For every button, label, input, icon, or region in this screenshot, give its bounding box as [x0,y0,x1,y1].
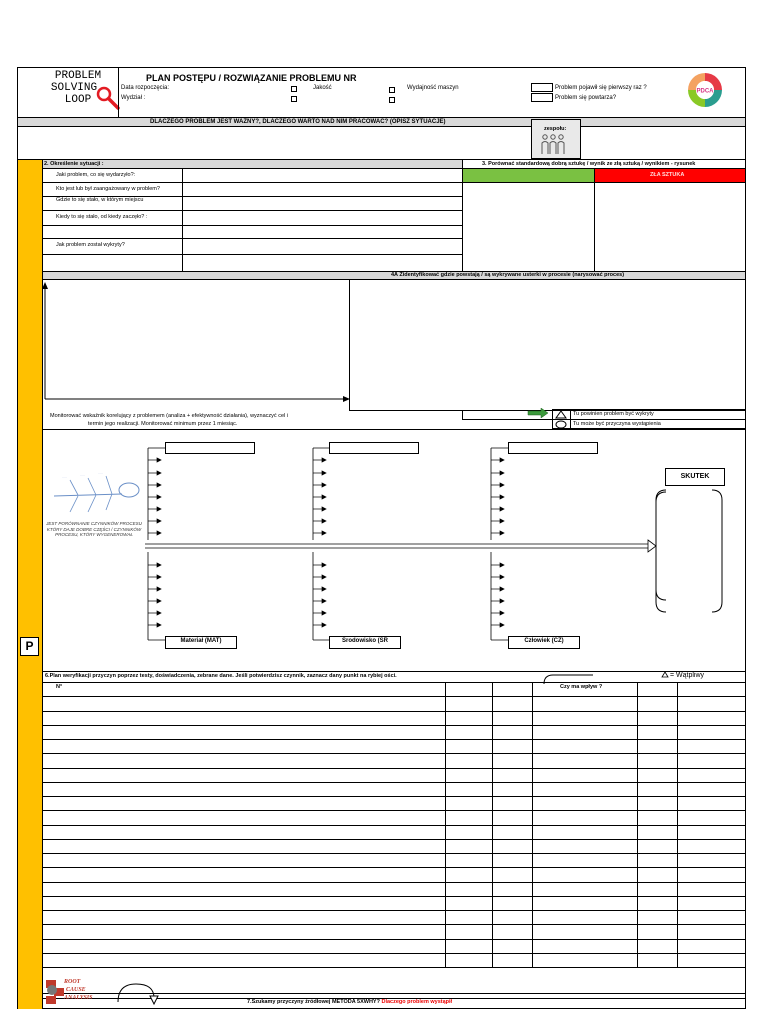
effect-label: SKUTEK [680,473,710,480]
table-row-line [42,910,746,911]
col-no-header: N° [56,684,63,690]
table-row-line [42,796,746,797]
triangle-icon [555,410,567,419]
fishbone-thumbnail [50,466,140,520]
table-row-line [42,810,746,811]
table-row-line [42,753,746,754]
department-checkbox[interactable] [291,96,297,102]
page-title: PLAN POSTĘPU / ROZWIĄZANIE PROBLEMU NR [146,73,357,83]
table-row-line [42,696,746,697]
machine-perf-label: Wydajność maszyn [407,85,459,91]
category-human [508,636,580,649]
table-row-line [42,939,746,940]
logo-line-2: SOLVING [50,82,98,94]
table-row-line [42,839,746,840]
pdca-label: PDCA [696,88,714,95]
circle-icon [555,420,567,429]
category-environment [329,636,401,649]
table-col-line [532,682,533,967]
section4-title: 4A Zidentyfikować gdzie powstają / są wykrywane usterki w procesie (narysować proces) [391,272,625,278]
section2-header [43,160,462,168]
department-label: Wydział : [121,95,146,101]
first-time-box[interactable] [531,83,553,92]
step7-label: 7.Szukamy przyczyny źródłowej METODA 5XWHY? [247,999,380,1005]
table-row-line [42,768,746,769]
table-row-line [42,924,746,925]
table-row-line [42,882,746,883]
quality-label: Jakość [313,85,332,91]
effect-bracket [650,488,730,616]
svg-text:·····: ····· [98,471,103,475]
rca-logo [44,976,114,1008]
good-part-header [463,169,594,182]
table-row-line [42,867,746,868]
branch-2-top-box[interactable] [329,442,419,454]
category-material-label: Materiał (MAT) [180,638,222,644]
category-environment-label: Środowisko (ŚR [341,638,388,644]
branch-1-top-box[interactable] [165,442,255,454]
situation-row-3: Gdzie to się stało, w którym miejscu [56,197,144,203]
phase-letter-box [20,637,39,656]
verification-table [42,682,746,967]
table-row-line [42,782,746,783]
green-arrow-icon [527,408,549,418]
monitor-chart-axes [40,280,352,410]
table-row-line [42,853,746,854]
table-col-line [677,682,678,967]
table-col-line [637,682,638,967]
table-col-line [492,682,493,967]
machine-perf-checkbox[interactable] [389,87,395,93]
category-material [165,636,237,649]
logo-line-1: PROBLEM [54,70,102,82]
curved-arrow-icon [114,980,160,1006]
phase-letter: P [25,639,34,653]
team-people-icon [540,133,572,155]
doubtful-label: = Wątpliwy [670,672,705,679]
logo-line-3: LOOP [64,94,92,106]
pdca-cycle-icon [681,70,729,110]
fishbone-note: JEST PORÓWNANIE CZYNNIKÓW PROCESU KTÓRY DAJE DOBRE CZĘŚCI / CZYNNIKÓW PROCESU, KTÓRY WYGENEROWAŁ [46,521,142,537]
section2-title: 2. Określenie sytuacji : [44,161,104,167]
table-row-line [42,896,746,897]
situation-row-1: Jaki problem, co się wydarzyło?: [56,172,136,178]
branch-3-top-box[interactable] [508,442,598,454]
situation-row-4: Kiedy to się stało, od kiedy zaczęło? : [56,214,148,220]
section1-title: DLACZEGO PROBLEM JEST WAŻNY?, DLACZEGO WARTO NAD NIM PRACOWAĆ? (OPISZ SYTUACJE) [150,119,446,125]
table-row-line [42,967,746,968]
start-date-label: Data rozpoczęcia: [121,85,170,91]
svg-text:·····: ····· [80,473,85,477]
situation-row-2: Kto jest lub był zaangażowany w problem? [56,186,160,192]
section6-title: 6.Plan weryfikacji przyczyn poprzez testy, doświadczenia, zebrane dane. Jeśli potwierdzisz czynnik, zaznacz dany punkt na rybiej ości. [45,673,397,679]
section3-title: 3. Porównać standardową dobrą sztukę / wynik ze złą sztuką / wynikiem - rysunek [482,161,696,167]
process-drawing-area [349,279,746,411]
team-label: zespołu: [544,126,567,132]
table-row-line [42,739,746,740]
bad-part-label: ZŁA SZTUKA [650,172,685,178]
category-human-label: Człowiek (CZ) [524,638,564,644]
repeat-label: Problem się powtarza? [555,95,617,101]
quality-checkbox[interactable] [291,86,297,92]
phase-strip [18,160,42,1009]
monitor-text-2: termin jego realizacji. Monitorować minimum przez 1 miesiąc. [88,421,238,427]
rca-line-3: ANALYSIS [64,995,93,1001]
table-row-line [42,825,746,826]
doubtful-triangle-icon [661,671,669,678]
table-col-line [445,682,446,967]
monitor-text-1: Monitorować wskaźnik korelujący z problemem (analiza + efektywność działania), wyznaczyć cel i [50,413,288,419]
effect-box [665,468,725,486]
rca-line-2: CAUSE [66,987,86,993]
table-row-line [42,725,746,726]
rca-line-1: ROOT [64,979,81,985]
fishbone-branches [140,440,560,650]
table-row-line [42,711,746,712]
legend-cause: Tu może być przyczyna wystąpienia [573,421,661,427]
first-time-label: Problem pojawił się pierwszy raz ? [555,85,647,91]
repeat-box[interactable] [531,93,553,102]
step7-text [247,999,452,1005]
step7-red-label: Dlaczego problem wystąpił [381,999,453,1005]
table-row-line [42,953,746,954]
col-impact-header: Czy ma wpływ ? [560,684,603,690]
situation-row-6: Jak problem został wykryty? [56,242,125,248]
legend-detect: Tu powinien problem być wykryty [573,411,654,417]
svg-text:·····: ····· [62,475,67,479]
extra-checkbox[interactable] [389,97,395,103]
table-row-line [42,682,746,683]
